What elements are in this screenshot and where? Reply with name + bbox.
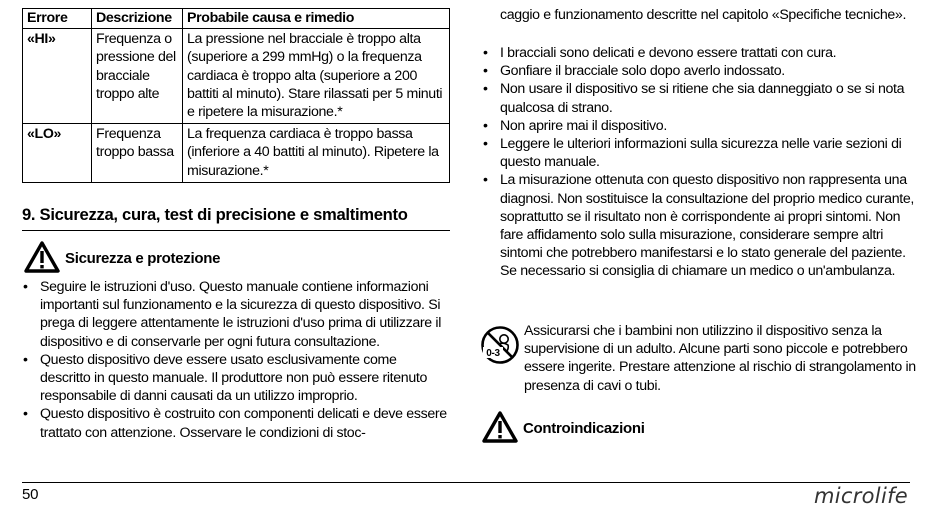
bullet-icon: •	[23, 406, 28, 423]
contra-heading-label: Controindicazioni	[523, 419, 645, 437]
list-item-text: Questo dispositivo deve essere usato esclusivamente come descritto in questo manuale. Il produttore non può essere ritenuto responsabile di danni causati da un utilizzo improprio.	[40, 351, 428, 405]
list-item-text: Questo dispositivo è costruito con componenti delicati e deve essere trattato con attenzione. Osservare le condizioni di stoc-	[40, 406, 447, 441]
error-remedy: La pressione nel bracciale è troppo alta (superiore a 299 mmHg) o la frequenza cardiaca è troppo alta (superiore a 200 battiti al minuto). Stare rilassati per 5 minuti e ripetere la misurazione.*	[183, 29, 450, 124]
bullet-icon: •	[23, 351, 28, 368]
list-item-text: Non aprire mai il dispositivo.	[500, 117, 667, 134]
no-children-0-3-icon	[480, 325, 522, 395]
table-row	[23, 29, 450, 124]
right-safety-list	[482, 44, 915, 281]
list-item	[482, 44, 915, 62]
contra-heading	[481, 410, 645, 444]
bullet-icon: •	[483, 45, 488, 61]
continuation-text: caggio e funzionamento descritte nel capitolo «Specifiche tecniche».	[500, 7, 907, 23]
warning-triangle-icon	[481, 410, 519, 444]
list-item	[482, 171, 915, 280]
error-remedy: La frequenza cardiaca è troppo bassa (inferiore a 40 battiti al minuto). Ripetere la misurazione.*	[183, 124, 450, 183]
bullet-icon: •	[23, 279, 28, 295]
bullet-icon: •	[483, 81, 488, 98]
list-item-text: Gonfiare il bracciale solo dopo averlo indossato.	[500, 63, 785, 80]
list-item-text: I bracciali sono delicati e devono essere trattati con cura.	[500, 45, 837, 61]
safety-heading	[23, 240, 220, 274]
child-warning	[480, 322, 920, 395]
footer-divider	[22, 482, 910, 483]
list-item	[482, 117, 915, 135]
list-item	[22, 351, 450, 406]
list-item-text: Leggere le ulteriori informazioni sulla sicurezza nelle varie sezioni di questo manuale.	[500, 136, 902, 171]
bullet-icon: •	[483, 63, 488, 80]
page-number: 50	[22, 486, 39, 503]
header-errore: Errore	[23, 9, 92, 29]
table-row	[23, 124, 450, 183]
safety-heading-label: Sicurezza e protezione	[65, 249, 221, 267]
error-description: Frequenza troppo bassa	[92, 124, 183, 183]
list-item	[482, 62, 915, 80]
bullet-icon: •	[483, 172, 488, 189]
error-code: «HI»	[23, 29, 92, 124]
error-code: «LO»	[23, 124, 92, 183]
brand-logo: microlife	[813, 484, 908, 508]
warning-triangle-icon	[23, 240, 61, 274]
bullet-icon: •	[483, 117, 488, 134]
bullet-icon: •	[483, 136, 488, 153]
safety-list	[22, 278, 450, 442]
error-table	[22, 8, 450, 183]
list-item-text: La misurazione ottenuta con questo dispositivo non rappresenta una diagnosi. Non sostituisce la consultazione del proprio medico curante, soprattutto se il risultato non è corrispondente ai propri sintomi. Non fare affidamento solo sulla misurazione, considerare sempre altri sintomi che potrebbero manifestarsi e lo stato generale del paziente. Se necessario si consiglia di chiamare un medico o un'ambulanza.	[500, 172, 914, 280]
list-item	[22, 278, 450, 351]
list-item-text: Seguire le istruzioni d'uso. Questo manuale contiene informazioni importanti sul funzionamento e la sicurezza di questo dispositivo. Si prega di leggere attentamente le istruzioni d'uso prima di utilizzare il dispositivo e di conservarle per ogni futura consultazione.	[40, 279, 441, 350]
list-item	[22, 405, 450, 441]
section-title: 9. Sicurezza, cura, test di precisione e smaltimento	[22, 205, 450, 231]
list-item	[482, 80, 915, 116]
error-description: Frequenza o pressione del bracciale troppo alte	[92, 29, 183, 124]
header-descrizione: Descrizione	[92, 9, 183, 29]
table-header-row	[23, 9, 450, 29]
list-item	[482, 135, 915, 171]
header-causa-rimedio: Probabile causa e rimedio	[183, 9, 450, 29]
age-label: 0-3	[486, 348, 500, 359]
child-warning-text: Assicurarsi che i bambini non utilizzino il dispositivo senza la supervisione di un adulto. Alcune parti sono piccole e potrebbero essere ingerite. Prestare attenzione al rischio di strangolamento in presenza di cavi o tubi.	[524, 323, 916, 394]
list-item-text: Non usare il dispositivo se si ritiene che sia danneggiato o se si nota qualcosa di strano.	[500, 81, 905, 116]
